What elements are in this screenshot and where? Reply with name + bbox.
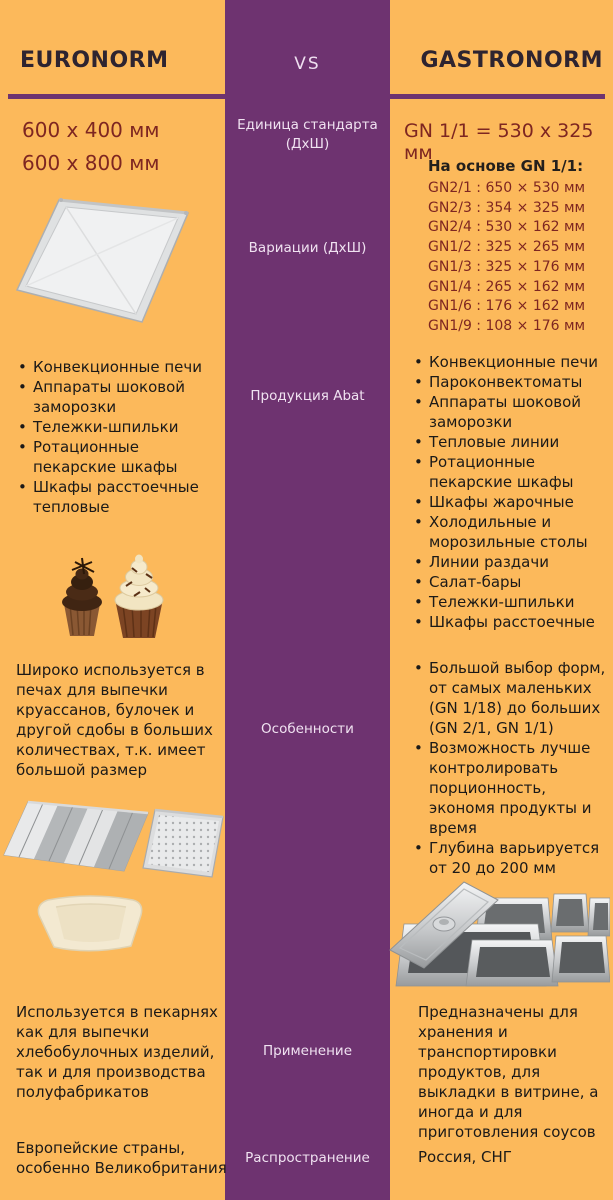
list-item: • Конвекционные печи xyxy=(412,352,610,372)
baking-sheet-image xyxy=(14,190,204,340)
list-item: • Салат-бары xyxy=(412,572,610,592)
list-item: • Большой выбор форм, от самых маленьких (GN 1/18) до больших (GN 2/1, GN 1/1) xyxy=(412,658,610,738)
list-item: • Шкафы расстоечные тепловые xyxy=(16,477,224,517)
perforated-sheet-image xyxy=(142,806,224,882)
euronorm-sizes xyxy=(22,114,159,180)
center-category-column xyxy=(225,0,390,1200)
gastronorm-title: GASTRONORM xyxy=(420,48,603,73)
list-item: • Тележки-шпильки xyxy=(412,592,610,612)
gastronorm-application-text: Предназначены для хранения и транспортировки продуктов, для выкладки в витрине, а иногда и для приготовления соусов xyxy=(418,1003,599,1141)
euronorm-application-text: Используется в пекарнях как для выпечки хлебобулочных изделий, так и для производства полуфабрикатов xyxy=(16,1003,218,1101)
euronorm-size-2: 600 x 800 мм xyxy=(22,151,160,175)
gn-variations-intro: На основе GN 1/1: xyxy=(428,157,584,175)
euronorm-products-list xyxy=(16,357,224,517)
category-variations: Вариации (ДхШ) xyxy=(248,240,367,256)
gn-variation: GN1/4 : 265 × 162 мм xyxy=(428,278,586,295)
list-item: • Ротационные пекарские шкафы xyxy=(16,437,224,477)
vs-label: VS xyxy=(294,54,321,74)
list-item: • Пароконвектоматы xyxy=(412,372,610,392)
list-item: • Шкафы расстоечные xyxy=(412,612,610,632)
cupcakes-image xyxy=(42,528,177,646)
category-distribution: Распространение xyxy=(245,1150,370,1166)
gn-variation: GN2/4 : 530 × 162 мм xyxy=(428,219,586,236)
list-item: • Шкафы жарочные xyxy=(412,492,610,512)
list-item: • Тепловые линии xyxy=(412,432,610,452)
euronorm-size-1: 600 x 400 мм xyxy=(22,118,160,142)
gn-variation: GN2/1 : 650 × 530 мм xyxy=(428,180,586,196)
list-item: • Возможность лучше контролировать порционность, экономя продукты и время xyxy=(412,738,610,838)
gastronorm-distribution-text: Россия, СНГ xyxy=(418,1148,512,1166)
category-features: Особенности xyxy=(261,721,354,737)
gastronorm-products-list xyxy=(412,352,610,632)
gastronorm-features-list xyxy=(412,658,610,878)
euronorm-features-text: Широко используется в печах для выпечки круассанов, булочек и другой сдобы в больших количествах, т.к. имеет большой размер xyxy=(16,661,213,779)
baguette-tray-image xyxy=(2,797,154,877)
list-item: • Линии раздачи xyxy=(412,552,610,572)
category-products: Продукция Abat xyxy=(250,388,365,404)
euronorm-distribution-text: Европейские страны, особенно Великобритания xyxy=(16,1139,227,1177)
category-application: Применение xyxy=(262,1043,353,1059)
list-item: • Конвекционные печи xyxy=(16,357,224,377)
list-item: • Аппараты шоковой заморозки xyxy=(412,392,610,432)
list-item: • Глубина варьируется от 20 до 200 мм xyxy=(412,838,610,878)
gn-variations-list xyxy=(428,179,585,337)
list-item: • Ротационные пекарские шкафы xyxy=(412,452,610,492)
plastic-tray-image xyxy=(30,888,150,960)
euronorm-title: EURONORM xyxy=(20,48,169,73)
gn-variation: GN2/3 : 354 × 325 мм xyxy=(428,199,586,216)
list-item: • Тележки-шпильки xyxy=(16,417,224,437)
list-item: • Холодильные и морозильные столы xyxy=(412,512,610,552)
list-item: • Аппараты шоковой заморозки xyxy=(16,377,224,417)
gn-variation: GN1/9 : 108 × 176 мм xyxy=(428,317,586,334)
gn-variation: GN1/3 : 325 × 176 мм xyxy=(428,258,586,275)
gn-variation: GN1/2 : 325 × 265 мм xyxy=(428,239,586,256)
gastronorm-containers-image xyxy=(380,860,610,992)
category-standard-unit: Единица стандарта (ДхШ) xyxy=(237,117,378,152)
gastronorm-base-size: GN 1/1 = 530 x 325 мм xyxy=(404,120,594,164)
gn-variation: GN1/6 : 176 × 162 мм xyxy=(428,298,586,315)
